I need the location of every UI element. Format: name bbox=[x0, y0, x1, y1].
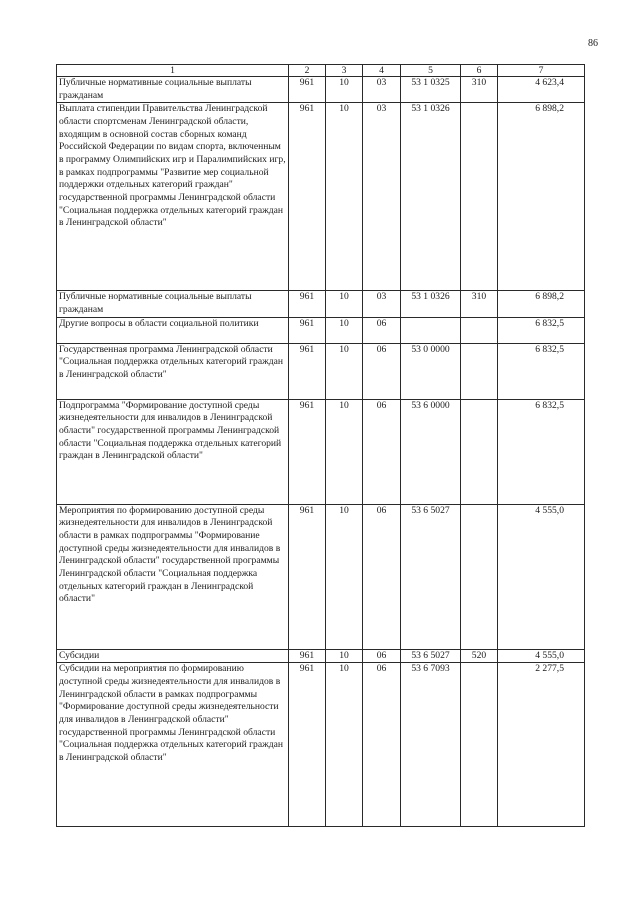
table-row bbox=[57, 649, 585, 663]
row-name: Публичные нормативные социальные выплаты гражданам bbox=[57, 291, 289, 317]
row-name: Другие вопросы в области социальной политики bbox=[57, 317, 289, 343]
row-code: 961 bbox=[289, 504, 326, 649]
row-code: 961 bbox=[289, 399, 326, 504]
col-header-expense-type: 6 bbox=[461, 65, 498, 77]
row-sum: 6 898,2 bbox=[498, 291, 585, 317]
table-row bbox=[57, 399, 585, 504]
budget-table bbox=[56, 64, 585, 827]
row-name: Субсидии на мероприятия по формированию доступной среды жизнедеятельности для инвалидов в Ленинградской области в рамках подпрограммы "Формирование доступной среды жизнедеятельности для инвалидов в Ленинградской области" государственной программы Ленинградской области "Социальная поддержка отдельных категорий граждан в Ленинградской области" bbox=[57, 663, 289, 827]
column-number-row bbox=[57, 65, 585, 77]
row-target-article: 53 1 0326 bbox=[401, 291, 461, 317]
row-code: 961 bbox=[289, 343, 326, 399]
page-number: 86 bbox=[588, 38, 598, 49]
col-header-code: 2 bbox=[289, 65, 326, 77]
row-sum: 4 555,0 bbox=[498, 504, 585, 649]
row-name: Государственная программа Ленинградской области "Социальная поддержка отдельных категорий граждан в Ленинградской области" bbox=[57, 343, 289, 399]
row-expense-type: 520 bbox=[461, 649, 498, 663]
row-name: Подпрограмма "Формирование доступной среды жизнедеятельности для инвалидов в Ленинградской области" государственной программы Ленинградской области "Социальная поддержка отдельных категорий граждан в Ленинградской области" bbox=[57, 399, 289, 504]
row-target-article: 53 6 5027 bbox=[401, 649, 461, 663]
row-expense-type bbox=[461, 504, 498, 649]
row-expense-type bbox=[461, 103, 498, 291]
row-code: 961 bbox=[289, 317, 326, 343]
row-sum: 6 832,5 bbox=[498, 343, 585, 399]
row-sum: 6 832,5 bbox=[498, 317, 585, 343]
row-expense-type bbox=[461, 399, 498, 504]
row-code: 961 bbox=[289, 103, 326, 291]
table-row bbox=[57, 103, 585, 291]
row-sum: 4 555,0 bbox=[498, 649, 585, 663]
row-target-article: 53 6 5027 bbox=[401, 504, 461, 649]
row-name: Мероприятия по формированию доступной среды жизнедеятельности для инвалидов в Ленинградской области в рамках подпрограммы "Формирование доступной среды жизнедеятельности для инвалидов в Ленинградской области" государственной программы Ленинградской области "Социальная поддержка отдельных категорий граждан в Ленинградской области" bbox=[57, 504, 289, 649]
row-section: 10 bbox=[326, 504, 363, 649]
col-header-subsection: 4 bbox=[363, 65, 401, 77]
table-row bbox=[57, 291, 585, 317]
row-subsection: 03 bbox=[363, 77, 401, 103]
row-subsection: 06 bbox=[363, 399, 401, 504]
row-sum: 2 277,5 bbox=[498, 663, 585, 827]
row-expense-type bbox=[461, 343, 498, 399]
row-section: 10 bbox=[326, 649, 363, 663]
row-sum: 6 898,2 bbox=[498, 103, 585, 291]
row-target-article: 53 6 7093 bbox=[401, 663, 461, 827]
row-target-article: 53 0 0000 bbox=[401, 343, 461, 399]
row-section: 10 bbox=[326, 291, 363, 317]
row-section: 10 bbox=[326, 663, 363, 827]
col-header-name: 1 bbox=[57, 65, 289, 77]
table-row bbox=[57, 504, 585, 649]
row-subsection: 06 bbox=[363, 504, 401, 649]
row-name: Субсидии bbox=[57, 649, 289, 663]
col-header-section: 3 bbox=[326, 65, 363, 77]
row-section: 10 bbox=[326, 317, 363, 343]
row-expense-type: 310 bbox=[461, 291, 498, 317]
row-section: 10 bbox=[326, 77, 363, 103]
table-row bbox=[57, 317, 585, 343]
row-subsection: 06 bbox=[363, 317, 401, 343]
row-code: 961 bbox=[289, 663, 326, 827]
row-code: 961 bbox=[289, 291, 326, 317]
row-subsection: 03 bbox=[363, 103, 401, 291]
row-section: 10 bbox=[326, 343, 363, 399]
row-target-article: 53 6 0000 bbox=[401, 399, 461, 504]
row-name: Публичные нормативные социальные выплаты гражданам bbox=[57, 77, 289, 103]
row-name: Выплата стипендии Правительства Ленинградской области спортсменам Ленинградской области, входящим в основной состав сборных команд Российской Федерации по видам спорта, включенным в программу Олимпийских игр и Паралимпийских игр, в рамках подпрограммы "Развитие мер социальной поддержки отдельных категорий граждан" государственной программы Ленинградской области "Социальная поддержка отдельных категорий граждан в Ленинградской области" bbox=[57, 103, 289, 291]
row-sum: 6 832,5 bbox=[498, 399, 585, 504]
row-target-article: 53 1 0326 bbox=[401, 103, 461, 291]
row-code: 961 bbox=[289, 77, 326, 103]
row-target-article bbox=[401, 317, 461, 343]
table-row bbox=[57, 77, 585, 103]
row-expense-type: 310 bbox=[461, 77, 498, 103]
row-subsection: 03 bbox=[363, 291, 401, 317]
row-code: 961 bbox=[289, 649, 326, 663]
row-section: 10 bbox=[326, 103, 363, 291]
col-header-sum: 7 bbox=[498, 65, 585, 77]
table-row bbox=[57, 343, 585, 399]
table-row bbox=[57, 663, 585, 827]
row-target-article: 53 1 0325 bbox=[401, 77, 461, 103]
row-expense-type bbox=[461, 663, 498, 827]
col-header-target-article: 5 bbox=[401, 65, 461, 77]
row-subsection: 06 bbox=[363, 663, 401, 827]
row-subsection: 06 bbox=[363, 343, 401, 399]
row-subsection: 06 bbox=[363, 649, 401, 663]
row-expense-type bbox=[461, 317, 498, 343]
row-section: 10 bbox=[326, 399, 363, 504]
row-sum: 4 623,4 bbox=[498, 77, 585, 103]
